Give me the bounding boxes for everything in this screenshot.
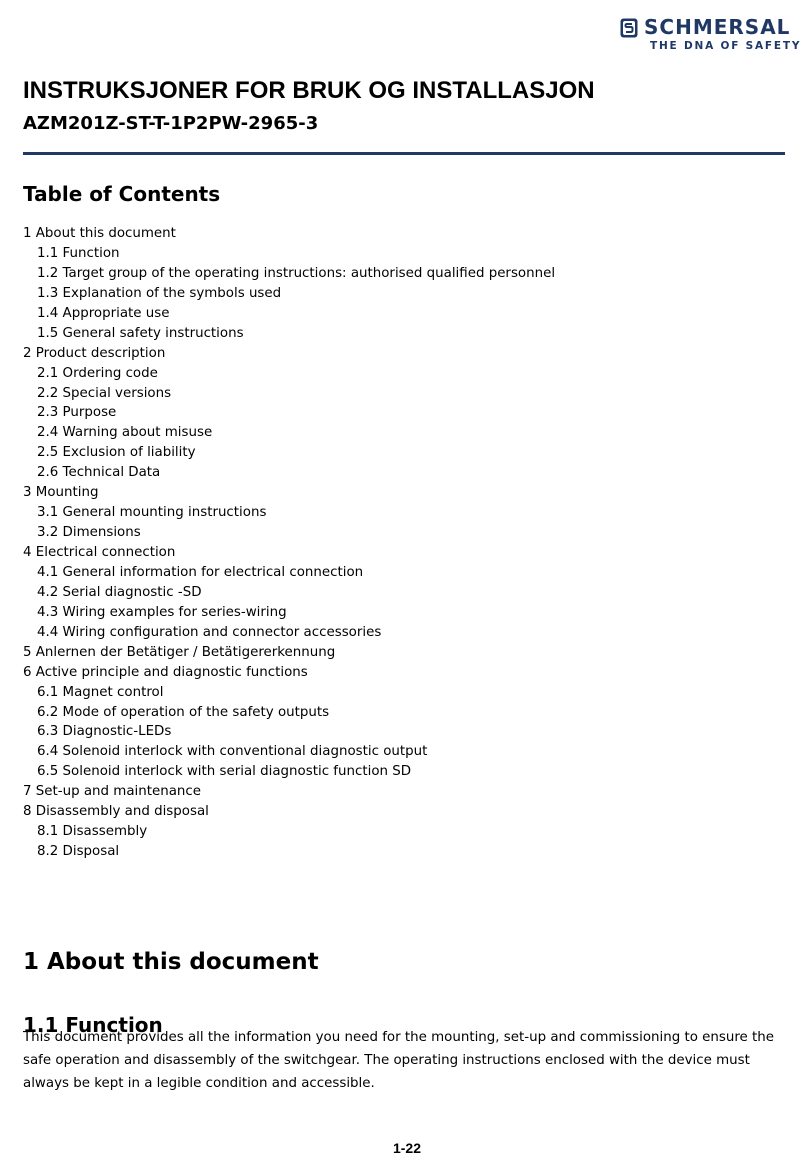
toc-item[interactable]: 6 Active principle and diagnostic functions	[23, 664, 308, 680]
schmersal-logo-icon	[620, 18, 638, 38]
toc-item[interactable]: 6.5 Solenoid interlock with serial diagnostic function SD	[37, 764, 412, 780]
brand-name: SCHMERSAL	[644, 15, 791, 39]
toc-item[interactable]: 3.1 General mounting instructions	[37, 505, 267, 521]
toc-item[interactable]: 1.1 Function	[37, 245, 120, 261]
toc-item[interactable]: 1.4 Appropriate use	[37, 305, 170, 321]
brand-logo	[620, 15, 802, 56]
toc-item[interactable]: 6.3 Diagnostic-LEDs	[37, 724, 172, 740]
toc-item[interactable]: 4.3 Wiring examples for series-wiring	[37, 604, 287, 620]
header-divider	[23, 152, 785, 155]
toc-item[interactable]: 3.2 Dimensions	[37, 525, 141, 541]
toc-item[interactable]: 2.6 Technical Data	[37, 465, 161, 481]
toc-item[interactable]: 7 Set-up and maintenance	[23, 784, 202, 800]
toc-item[interactable]: 6.4 Solenoid interlock with conventional diagnostic output	[37, 744, 428, 760]
toc-item[interactable]: 2.1 Ordering code	[37, 365, 158, 381]
toc-item[interactable]: 8.2 Disposal	[37, 844, 120, 860]
toc-item[interactable]: 8.1 Disassembly	[37, 824, 148, 840]
toc-item[interactable]: 4.4 Wiring configuration and connector accessories	[37, 624, 382, 640]
page-number: 1-22	[392, 1140, 422, 1156]
section-heading: 1 About this document	[23, 949, 319, 975]
toc-item[interactable]: 8 Disassembly and disposal	[23, 804, 209, 820]
toc-item[interactable]: 2.2 Special versions	[37, 385, 172, 401]
toc-item[interactable]: 2.5 Exclusion of liability	[37, 445, 196, 461]
subsection-heading: 1.1 Function	[23, 1013, 163, 1037]
document-title: INSTRUKSJONER FOR BRUK OG INSTALLASJON	[23, 77, 595, 104]
toc-item[interactable]: 6.2 Mode of operation of the safety outputs	[37, 704, 330, 720]
toc-item[interactable]: 1.3 Explanation of the symbols used	[37, 285, 282, 301]
toc-item[interactable]: 1.2 Target group of the operating instructions: authorised qualified personnel	[37, 265, 556, 281]
toc-item[interactable]: 2.4 Warning about misuse	[37, 425, 213, 441]
toc-item[interactable]: 3 Mounting	[23, 485, 99, 501]
toc-item[interactable]: 4 Electrical connection	[23, 545, 176, 560]
toc-item[interactable]: 1.5 General safety instructions	[37, 325, 244, 341]
document-subtitle: AZM201Z-ST-T-1P2PW-2965-3	[23, 113, 319, 134]
toc-item[interactable]: 6.1 Magnet control	[37, 684, 164, 700]
body-paragraph: This document provides all the information you need for the mounting, set-up and commissioning to ensure the safe operation and disassembly of the switchgear. The operating instructions enclosed with the device must always be kept in a legible condition and accessible.	[23, 1030, 775, 1091]
toc-item[interactable]: 5 Anlernen der Betätiger / Betätigererkennung	[23, 644, 336, 660]
toc-heading: Table of Contents	[23, 182, 221, 206]
toc-item[interactable]: 2.3 Purpose	[37, 405, 117, 421]
brand-tagline: THE DNA OF SAFETY	[650, 40, 802, 52]
toc-item[interactable]: 4.2 Serial diagnostic -SD	[37, 584, 202, 600]
table-of-contents	[23, 224, 555, 862]
toc-item[interactable]: 4.1 General information for electrical connection	[37, 564, 364, 580]
toc-item[interactable]: 1 About this document	[23, 226, 176, 241]
toc-item[interactable]: 2 Product description	[23, 345, 166, 361]
